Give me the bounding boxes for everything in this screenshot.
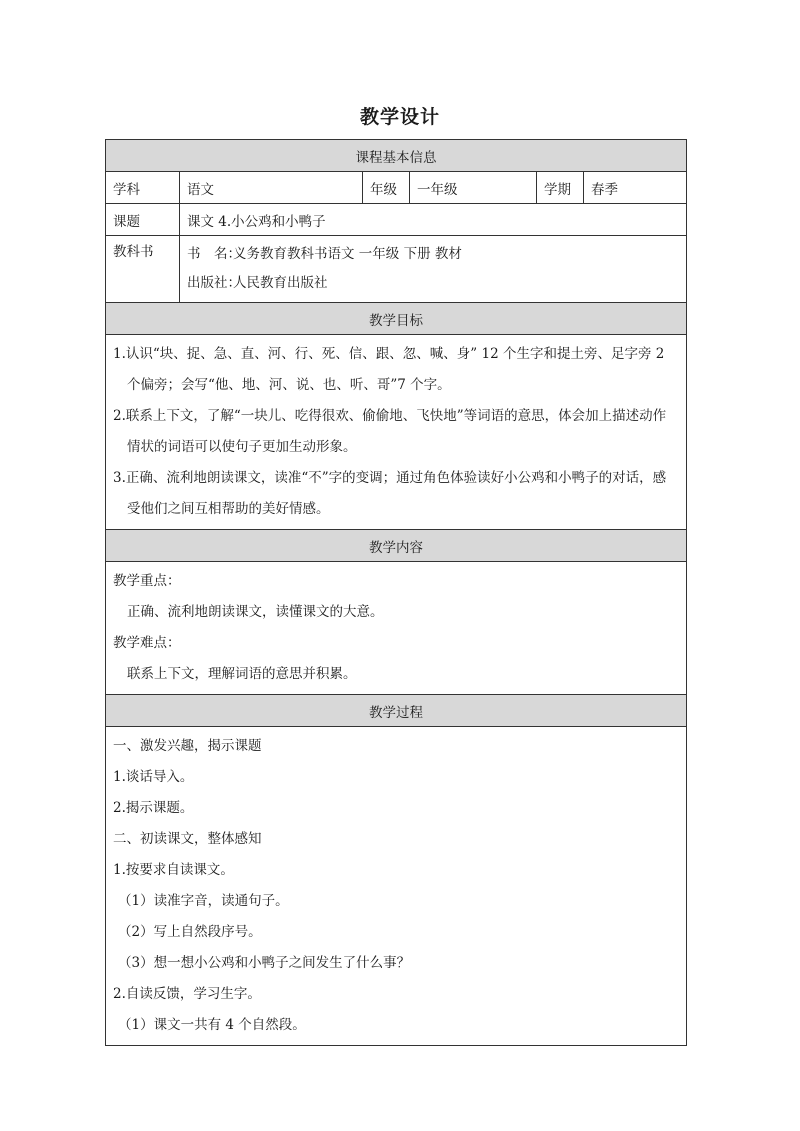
subject-label: 学科 xyxy=(106,172,180,204)
topic-row xyxy=(106,204,687,236)
textbook-detail xyxy=(180,236,687,303)
section-header-content xyxy=(106,530,687,562)
process-step: 2.自读反馈，学习生字。 xyxy=(113,986,261,1002)
topic-label: 课题 xyxy=(106,204,180,236)
process-step: 1.谈话导入。 xyxy=(113,769,194,785)
section-header-goals xyxy=(106,303,687,335)
section-header-basic xyxy=(106,140,687,172)
textbook-label: 教科书 xyxy=(106,236,180,303)
term-label: 学期 xyxy=(537,172,584,204)
section-header-process xyxy=(106,695,687,727)
process-step: 一、激发兴趣，揭示课题 xyxy=(113,738,262,754)
info-row xyxy=(106,172,687,204)
publisher-line xyxy=(187,269,679,298)
publisher-value: 人民教育出版社 xyxy=(233,275,328,291)
process-step: （3）想一想小公鸡和小鸭子之间发生了什么事？ xyxy=(118,955,411,971)
process-step: （1）读准字音，读通句子。 xyxy=(118,893,289,909)
process-cell xyxy=(106,727,687,1046)
process-row xyxy=(106,727,687,1046)
topic-value: 课文 4.小公鸡和小鸭子 xyxy=(180,204,687,236)
difficult-point-label: 教学难点： xyxy=(113,635,181,651)
goal-item: 2.联系上下文，了解“一块儿、吃得很欢、偷偷地、飞快地”等词语的意思，体会加上描述动作情状的词语可以使句子更加生动形象。 xyxy=(113,408,667,455)
term-value: 春季 xyxy=(584,172,687,204)
section-title: 教学内容 xyxy=(106,530,687,562)
section-title: 教学过程 xyxy=(106,695,687,727)
process-step: 2.揭示课题。 xyxy=(113,800,194,816)
process-step: 二、初读课文，整体感知 xyxy=(113,831,262,847)
content-cell xyxy=(106,562,687,695)
content-row xyxy=(106,562,687,695)
book-name-value: 义务教育教科书语文 一年级 下册 教材 xyxy=(233,246,462,262)
goal-item: 1.认识“块、捉、急、直、河、行、死、信、跟、忽、喊、身” 12 个生字和提土旁、足字旁 2 个偏旁；会写“他、地、河、说、也、听、哥”7 个字。 xyxy=(113,346,665,393)
subject-value: 语文 xyxy=(180,172,363,204)
textbook-row xyxy=(106,236,687,303)
document-title: 教学设计 xyxy=(359,106,440,128)
key-point-label: 教学重点： xyxy=(113,573,181,589)
key-point-text: 正确、流利地朗读课文，读懂课文的大意。 xyxy=(127,604,384,620)
process-step: 1.按要求自读课文。 xyxy=(113,862,234,878)
difficult-point-text: 联系上下文，理解词语的意思并积累。 xyxy=(127,666,357,682)
process-step: （1）课文一共有 4 个自然段。 xyxy=(118,1017,306,1033)
grade-label: 年级 xyxy=(363,172,410,204)
goal-item: 3.正确、流利地朗读课文，读准“不”字的变调；通过角色体验读好小公鸡和小鸭子的对话，感受他们之间互相帮助的美好情感。 xyxy=(113,470,667,517)
book-name-label: 书 名： xyxy=(187,246,241,262)
lesson-plan-table xyxy=(105,139,687,1046)
goals-cell xyxy=(106,335,687,530)
section-title: 教学目标 xyxy=(106,303,687,335)
process-step: （2）写上自然段序号。 xyxy=(118,924,262,940)
publisher-label: 出版社： xyxy=(187,275,241,291)
section-title: 课程基本信息 xyxy=(106,140,687,172)
book-name-line xyxy=(187,240,679,269)
grade-value: 一年级 xyxy=(410,172,537,204)
goals-row xyxy=(106,335,687,530)
